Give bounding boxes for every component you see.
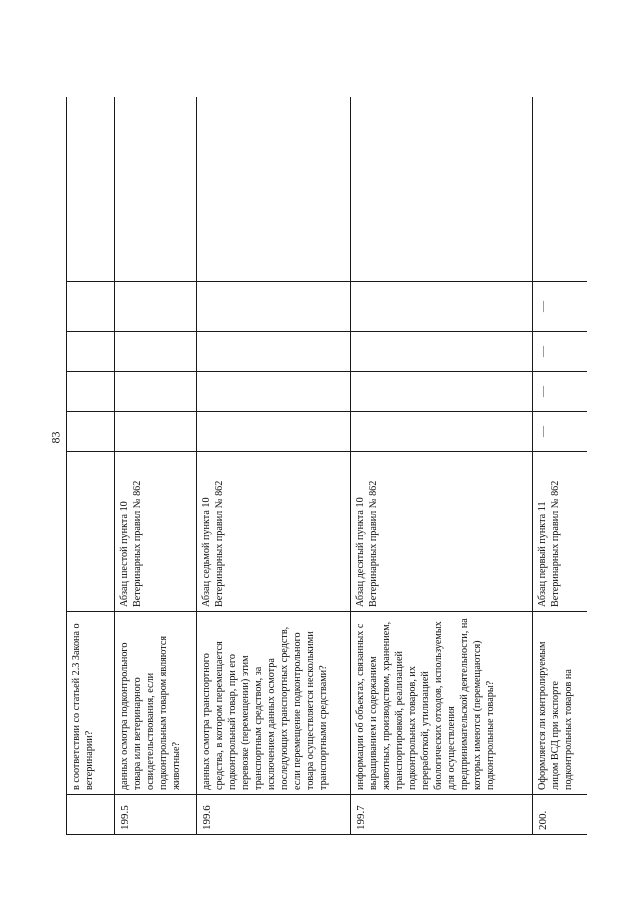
answer-cell-yes: [351, 412, 533, 452]
row-number: 199.7: [351, 795, 533, 835]
answer-cell-extra: —: [533, 282, 588, 332]
answer-cell-extra: [115, 282, 197, 332]
document-table-page: [66, 97, 587, 835]
note-cell: [197, 97, 351, 282]
question-cell: информации об объектах, связанных с выращиванием и содержанием животных, производством, хранением, транспортировкой, реализацией подконтрольных товаров, их переработкой, утилизацией биологических отходов, используемых для осуществления предпринимательской деятельности, на которых имеются (перемещаются) подконтрольные товары?: [351, 612, 533, 795]
basis-cell: Абзац шестой пункта 10 Ветеринарных правил № 862: [115, 452, 197, 612]
table-row: [67, 97, 115, 835]
answer-cell-na: [197, 332, 351, 372]
question-cell: в соответствии со статьей 2.3 Закона о ветеринарии?: [67, 612, 115, 795]
row-number: 199.5: [115, 795, 197, 835]
answer-cell-extra: [67, 282, 115, 332]
answer-cell-na: [115, 332, 197, 372]
row-number: 199.6: [197, 795, 351, 835]
note-cell: [533, 97, 588, 282]
checklist-table: [66, 97, 587, 835]
table-row: [533, 97, 588, 835]
answer-cell-no: [67, 372, 115, 412]
answer-cell-yes: [115, 412, 197, 452]
table-row: [197, 97, 351, 835]
answer-cell-yes: —: [533, 412, 588, 452]
basis-cell: [67, 452, 115, 612]
answer-cell-na: [67, 332, 115, 372]
answer-cell-na: [351, 332, 533, 372]
answer-cell-no: [115, 372, 197, 412]
answer-cell-no: [351, 372, 533, 412]
table-row: [115, 97, 197, 835]
answer-cell-extra: [351, 282, 533, 332]
question-cell: данных осмотра подконтрольного товара или ветеринарного освидетельствования, если подконтрольным товаром являются животные?: [115, 612, 197, 795]
answer-cell-extra: [197, 282, 351, 332]
table-row: [351, 97, 533, 835]
basis-cell: Абзац десятый пункта 10 Ветеринарных правил № 862: [351, 452, 533, 612]
row-number: [67, 795, 115, 835]
answer-cell-no: [197, 372, 351, 412]
answer-cell-no: —: [533, 372, 588, 412]
note-cell: [115, 97, 197, 282]
basis-cell: Абзац седьмой пункта 10 Ветеринарных правил № 862: [197, 452, 351, 612]
question-cell: данных осмотра транспортного средства, в котором перемещается подконтрольный товар, при его перевозке (перемещении) этим транспортным средством, за исключением данных осмотра последующих транспортных средств, если перемещение подконтрольного товара осуществляется несколькими транспортными средствами?: [197, 612, 351, 795]
note-cell: [351, 97, 533, 282]
page-number: 83: [48, 431, 63, 444]
answer-cell-na: —: [533, 332, 588, 372]
basis-cell: Абзац первый пункта 11 Ветеринарных правил № 862: [533, 452, 588, 612]
question-cell: Оформляется ли контролируемым лицом ВСД при экспорте подконтрольных товаров на: [533, 612, 588, 795]
row-number: 200.: [533, 795, 588, 835]
note-cell: [67, 97, 115, 282]
rotated-content: [66, 97, 587, 835]
answer-cell-yes: [197, 412, 351, 452]
answer-cell-yes: [67, 412, 115, 452]
